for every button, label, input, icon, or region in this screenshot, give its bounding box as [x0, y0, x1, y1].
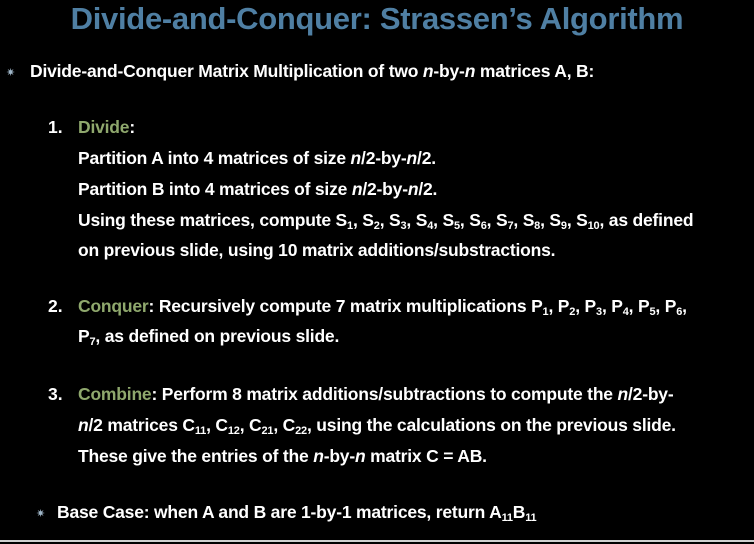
main-bullet-text: Divide-and-Conquer Matrix Multiplication of two n-by-n matrices A, B: [30, 61, 595, 81]
base-case-text: Base Case: when A and B are 1-by-1 matrices, return $A_{11}B_{11}$ [57, 502, 537, 524]
step-3-number: 3. [48, 384, 63, 404]
step-1-line-4: on previous slide, using 10 matrix additions/substractions. [78, 240, 556, 260]
step-2-number: 2. [48, 296, 63, 316]
step-1-line-1: Partition A into 4 matrices of size n/2-by-n/2. [78, 148, 436, 168]
step-1-number: 1. [48, 117, 63, 137]
step-2-line-1: Conquer: Recursively compute 7 matrix multiplications $P_1$, $P_2$, $P_3$, $P_4$, $P_5$, $P_6$, [78, 296, 687, 318]
asterisk-bullet-icon: ✷ [6, 67, 16, 79]
step-2-label: Conquer [78, 296, 149, 316]
step-3-label: Combine [78, 384, 152, 404]
asterisk-bullet-icon: ✷ [36, 508, 46, 520]
step-1-label: Divide [78, 117, 130, 137]
slide-title: Divide-and-Conquer: Strassen’s Algorithm [70, 1, 684, 36]
bottom-divider [0, 540, 754, 542]
step-3-line-2: n/2 matrices $C_{11}$, $C_{12}$, $C_{21}$, $C_{22}$, using the calculations on the previous slide. [78, 415, 676, 437]
step-2-line-2: $P_7$, as defined on previous slide. [78, 326, 340, 348]
step-3-line-1: Combine: Perform 8 matrix additions/subtractions to compute the n/2-by- [78, 384, 674, 404]
step-1-line-2: Partition B into 4 matrices of size n/2-by-n/2. [78, 179, 438, 199]
step-1-heading: Divide: [78, 117, 135, 137]
step-1-line-3: Using these matrices, compute $S_1$, $S_2$, $S_3$, $S_4$, $S_5$, $S_6$, $S_7$, $S_8$, $S_9$, $S_{10}$, as defined [78, 210, 694, 232]
step-3-line-3: These give the entries of the n-by-n matrix C = AB. [78, 446, 487, 466]
